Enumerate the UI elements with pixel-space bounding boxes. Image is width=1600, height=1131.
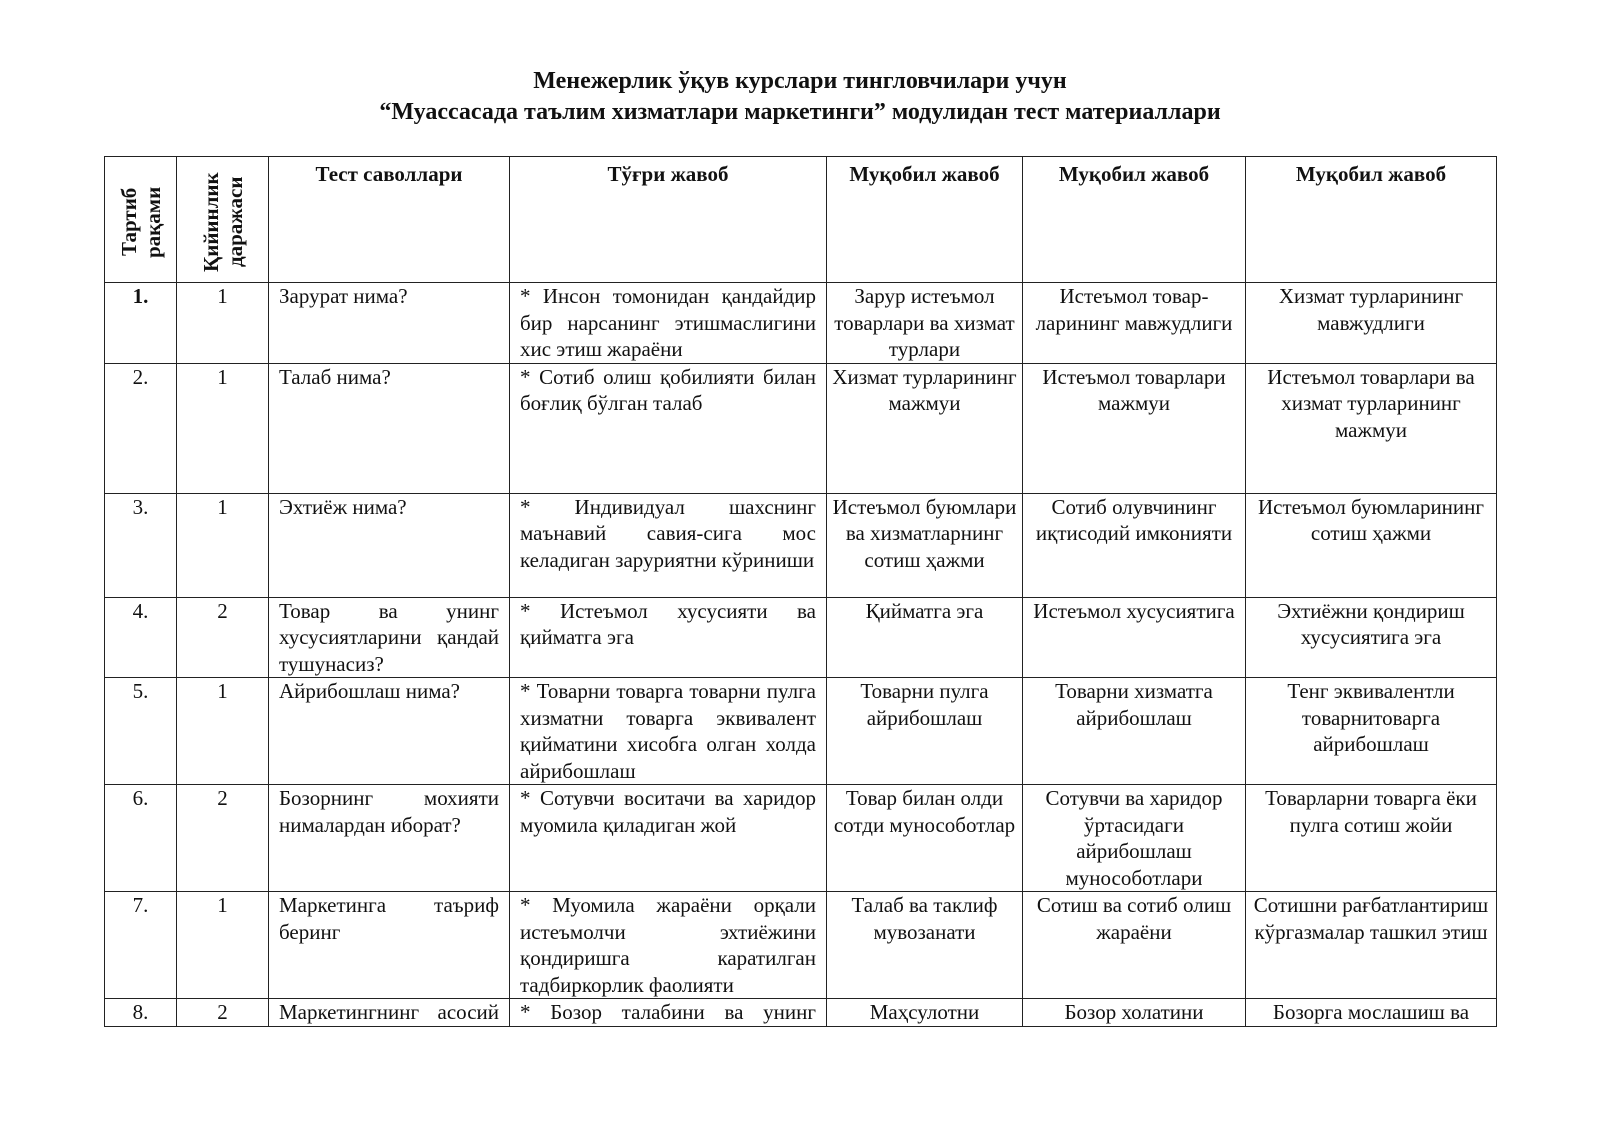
row-level: 1 [177, 678, 269, 785]
row-alt-answer-1: Қийматга эга [827, 597, 1023, 678]
row-alt-answer-1: Зарур истеъмол товарлари ва хизмат турлари [827, 283, 1023, 364]
table-row [105, 999, 1497, 1027]
row-question: Бозорнинг мохияти нималардан иборат? [269, 785, 510, 892]
header-alt3: Муқобил жавоб [1246, 157, 1497, 283]
header-difficulty: Қийинлик даражаси [177, 157, 269, 283]
row-question: Зарурат нима? [269, 283, 510, 364]
row-alt-answer-3: Тенг эквивалентли товарнитоварга айрибошлаш [1246, 678, 1497, 785]
row-alt-answer-1: Талаб ва таклиф мувозанати [827, 892, 1023, 999]
header-question: Тест саволлари [269, 157, 510, 283]
row-number: 1. [105, 283, 177, 364]
row-alt-answer-1: Истеъмол буюмлари ва хизматларнинг сотиш ҳажми [827, 493, 1023, 597]
row-number: 5. [105, 678, 177, 785]
row-level: 1 [177, 283, 269, 364]
table-row [105, 785, 1497, 892]
table-header-row [105, 157, 1497, 283]
row-question: Маркетинга таъриф беринг [269, 892, 510, 999]
row-question: Товар ва унинг хусусиятларини қандай тушунасиз? [269, 597, 510, 678]
row-correct-answer: * Индивидуал шахснинг маънавий савия-сига мос келадиган заруриятни кўриниши [510, 493, 827, 597]
row-level: 1 [177, 892, 269, 999]
header-alt2: Муқобил жавоб [1023, 157, 1246, 283]
row-alt-answer-3: Сотишни рағбатлантириш кўргазмалар ташкил этиш [1246, 892, 1497, 999]
row-question: Талаб нима? [269, 363, 510, 493]
row-alt-answer-1: Маҳсулотни [827, 999, 1023, 1027]
row-level: 1 [177, 363, 269, 493]
row-level: 2 [177, 785, 269, 892]
row-number: 4. [105, 597, 177, 678]
row-alt-answer-2: Истеъмол хусусиятига [1023, 597, 1246, 678]
row-number: 6. [105, 785, 177, 892]
row-correct-answer: * Товарни товарга товарни пулга хизматни товарга эквивалент қийматини хисобга олган холда айрибошлаш [510, 678, 827, 785]
row-number: 3. [105, 493, 177, 597]
row-alt-answer-2: Сотувчи ва харидор ўртасидаги айрибошлаш мунособотлари [1023, 785, 1246, 892]
row-correct-answer: * Сотиб олиш қобилияти билан боғлиқ бўлган талаб [510, 363, 827, 493]
row-correct-answer: * Муомила жараёни орқали истеъмолчи эхтиёжини қондиришга каратилган тадбиркорлик фаолияти [510, 892, 827, 999]
row-alt-answer-3: Истеъмол буюмларининг сотиш ҳажми [1246, 493, 1497, 597]
row-correct-answer: * Инсон томонидан қандайдир бир нарсанинг этишмаслигини хис этиш жараёни [510, 283, 827, 364]
title-line-2: “Муассасада таълим хизматлари маркетинги” модулидан тест материаллари [379, 99, 1221, 125]
row-alt-answer-3: Бозорга мослашиш ва [1246, 999, 1497, 1027]
row-number: 7. [105, 892, 177, 999]
row-number: 8. [105, 999, 177, 1027]
row-alt-answer-2: Товарни хизматга айрибошлаш [1023, 678, 1246, 785]
row-alt-answer-3: Хизмат турларининг мавжудлиги [1246, 283, 1497, 364]
row-question: Эхтиёж нима? [269, 493, 510, 597]
header-correct: Тўғри жавоб [510, 157, 827, 283]
title-line-1: Менежерлик ўқув курслари тингловчилари учун [533, 68, 1067, 94]
row-correct-answer: * Сотувчи воситачи ва харидор муомила қиладиган жой [510, 785, 827, 892]
row-alt-answer-2: Бозор холатини [1023, 999, 1246, 1027]
row-alt-answer-2: Истеъмол товар-ларининг мавжудлиги [1023, 283, 1246, 364]
row-question: Маркетингнинг асосий [269, 999, 510, 1027]
header-order: Тартиб рақами [105, 157, 177, 283]
table-row [105, 283, 1497, 364]
row-alt-answer-3: Эхтиёжни қондириш хусусиятига эга [1246, 597, 1497, 678]
row-number: 2. [105, 363, 177, 493]
table-row [105, 363, 1497, 493]
row-correct-answer: * Бозор талабини ва унинг [510, 999, 827, 1027]
row-level: 2 [177, 999, 269, 1027]
table-row [105, 493, 1497, 597]
row-alt-answer-2: Сотиш ва сотиб олиш жараёни [1023, 892, 1246, 999]
row-alt-answer-2: Истеъмол товарлари мажмуи [1023, 363, 1246, 493]
row-alt-answer-3: Истеъмол товарлари ва хизмат турларининг мажмуи [1246, 363, 1497, 493]
header-alt1: Муқобил жавоб [827, 157, 1023, 283]
row-alt-answer-1: Товарни пулга айрибошлаш [827, 678, 1023, 785]
row-alt-answer-2: Сотиб олувчининг иқтисодий имконияти [1023, 493, 1246, 597]
row-level: 2 [177, 597, 269, 678]
table-row [105, 892, 1497, 999]
document-title [0, 66, 1600, 128]
row-level: 1 [177, 493, 269, 597]
test-table [104, 156, 1497, 1027]
table-row [105, 597, 1497, 678]
table-row [105, 678, 1497, 785]
row-alt-answer-3: Товарларни товарга ёки пулга сотиш жойи [1246, 785, 1497, 892]
row-alt-answer-1: Хизмат турларининг мажмуи [827, 363, 1023, 493]
row-correct-answer: * Истеъмол хусусияти ва қийматга эга [510, 597, 827, 678]
row-alt-answer-1: Товар билан олди сотди мунособотлар [827, 785, 1023, 892]
row-question: Айрибошлаш нима? [269, 678, 510, 785]
